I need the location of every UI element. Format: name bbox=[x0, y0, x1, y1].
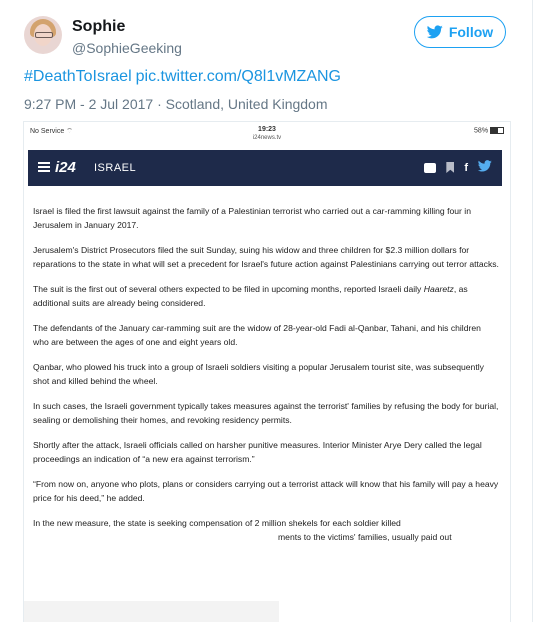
status-time: 19:23 bbox=[258, 126, 276, 133]
article-paragraph: “From now on, anyone who plots, plans or considers carrying out a terrorist attack will know that his family will pay a heavy price for his deed,” he added. bbox=[33, 479, 499, 503]
twitter-icon[interactable] bbox=[478, 160, 492, 175]
twitter-bird-icon bbox=[427, 25, 443, 39]
carrier-label: No Service bbox=[30, 128, 65, 135]
article-text: ments to the victims' families, usually paid out bbox=[278, 532, 452, 542]
tweet-meta[interactable]: 9:27 PM - 2 Jul 2017 · Scotland, United Kingdom bbox=[24, 96, 328, 112]
phone-status-bar bbox=[24, 122, 510, 148]
article-text: The suit is the first out of several others expected to be filed in upcoming months, reported Israeli daily bbox=[33, 284, 424, 294]
pic-link[interactable]: pic.twitter.com/Q8l1vMZANG bbox=[135, 68, 341, 85]
user-name[interactable]: Sophie bbox=[72, 18, 126, 35]
article-text: , as additional suits are already being considered. bbox=[33, 284, 468, 308]
battery-icon bbox=[490, 127, 504, 134]
battery-label: 58% bbox=[474, 127, 489, 135]
article-paragraph bbox=[33, 516, 499, 544]
wifi-icon: ⌔ bbox=[66, 128, 73, 135]
article-paragraph bbox=[33, 282, 499, 310]
avatar-glasses bbox=[35, 32, 53, 38]
site-navbar bbox=[28, 150, 502, 186]
article-paragraph: The defendants of the January car-ramming suit are the widow of 28-year-old Fadi al-Qanbar, Tahani, and his children who are between the ages of one and eight years old. bbox=[33, 323, 481, 347]
article-text: In the new measure, the state is seeking compensation of 2 million shekels for each soldier killed bbox=[33, 518, 401, 528]
article-paragraph: In such cases, the Israeli government typically takes measures against the terrorist' families by refusing the body for burial, sealing or demolishing their homes, and revoking residency permits. bbox=[33, 401, 499, 425]
battery-status bbox=[474, 127, 504, 134]
user-handle[interactable]: @SophieGeeking bbox=[72, 40, 182, 56]
bookmark-icon[interactable] bbox=[446, 162, 454, 173]
fade-overlay bbox=[24, 601, 279, 622]
section-label[interactable]: ISRAEL bbox=[94, 162, 137, 174]
menu-icon[interactable] bbox=[38, 162, 50, 172]
article-source: Haaretz bbox=[423, 284, 454, 294]
attached-screenshot[interactable] bbox=[24, 122, 510, 622]
article-paragraph: Qanbar, who plowed his truck into a group of Israeli soldiers visiting a popular Jerusalem tourist site, was subsequently shot and killed behind the wheel. bbox=[33, 362, 484, 386]
hashtag-link[interactable]: #DeathToIsrael bbox=[24, 68, 132, 85]
tweet-text bbox=[24, 68, 345, 86]
nav-icons bbox=[424, 160, 492, 175]
article-body bbox=[33, 204, 499, 544]
facebook-icon[interactable]: f bbox=[464, 161, 468, 174]
status-url: i24news.tv bbox=[252, 135, 282, 141]
article-paragraph: Shortly after the attack, Israeli officials called on harsher punitive measures. Interior Minister Arye Dery called the legal proceedings an indication of “a new era against terrorism.” bbox=[33, 440, 482, 464]
follow-label: Follow bbox=[448, 24, 494, 40]
article-paragraph: Israel is filed the first lawsuit against the family of a Palestinian terrorist who carried out a car-ramming killing four in Jerusalem in January 2017. bbox=[33, 206, 471, 230]
article-paragraph: Jerusalem's District Prosecutors filed the suit Sunday, suing his widow and three children for $2.3 million dollars for reparations to the state in what will set a precedent for Israel's future action against Palestinians carrying out terror attacks. bbox=[33, 245, 499, 269]
avatar[interactable] bbox=[24, 16, 62, 54]
site-logo[interactable]: i24 bbox=[55, 159, 76, 176]
comment-icon[interactable] bbox=[424, 163, 436, 173]
follow-button[interactable] bbox=[414, 16, 506, 48]
